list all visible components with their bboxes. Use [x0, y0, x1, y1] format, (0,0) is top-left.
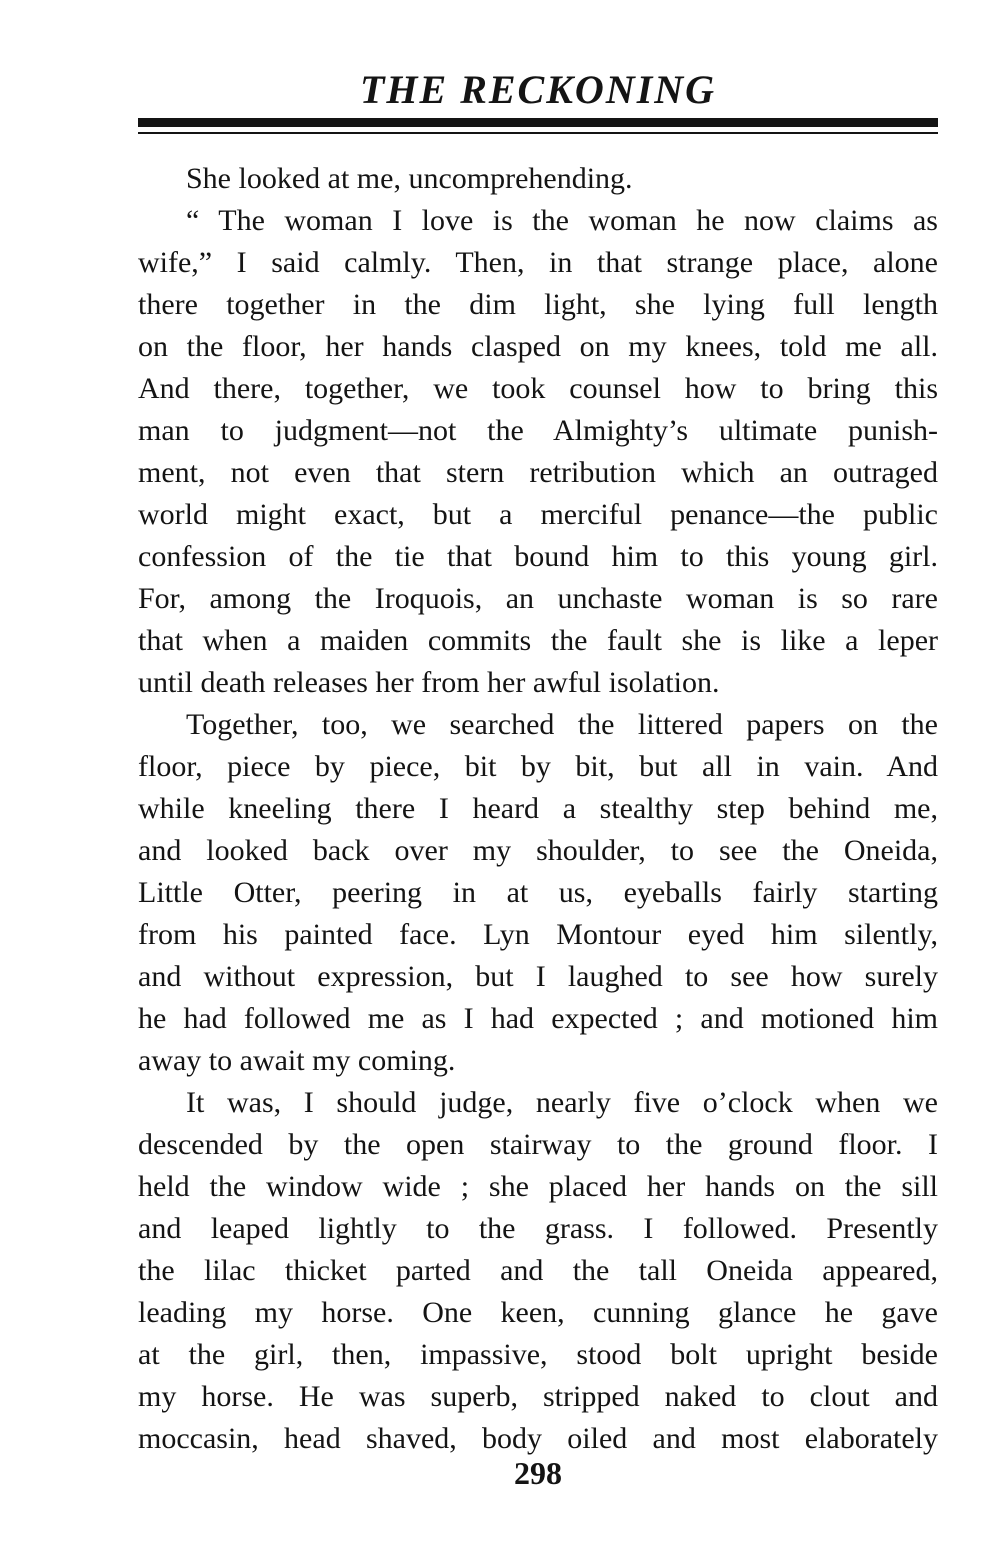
text-line: on the floor, her hands clasped on my knees, told me all.: [138, 330, 938, 363]
text-line: and without expression, but I laughed to see how surely: [138, 960, 938, 993]
text-line: man to judgment—not the Almighty’s ultimate punish-: [138, 414, 938, 447]
text-line: She looked at me, uncomprehending.: [186, 162, 633, 195]
text-line: moccasin, head shaved, body oiled and most elaborately: [138, 1422, 938, 1455]
text-line: For, among the Iroquois, an unchaste woman is so rare: [138, 582, 938, 615]
header-rule-thick: [138, 118, 938, 127]
text-line: from his painted face. Lyn Montour eyed him silently,: [138, 918, 938, 951]
text-line: leading my horse. One keen, cunning glance he gave: [138, 1296, 938, 1329]
text-line: ment, not even that stern retribution which an outraged: [138, 456, 938, 489]
body-text: [138, 158, 938, 1460]
text-line: my horse. He was superb, stripped naked to clout and: [138, 1380, 938, 1413]
text-line: “ The woman I love is the woman he now claims as: [186, 204, 938, 237]
text-line: held the window wide ; she placed her hands on the sill: [138, 1170, 938, 1203]
paragraph-3: [138, 704, 938, 1082]
text-line: and leaped lightly to the grass. I followed. Presently: [138, 1212, 938, 1245]
running-head: THE RECKONING: [359, 67, 717, 112]
text-line: that when a maiden commits the fault she is like a leper: [138, 624, 938, 657]
text-line: Little Otter, peering in at us, eyeballs fairly starting: [138, 876, 938, 909]
text-line: floor, piece by piece, bit by bit, but all in vain. And: [138, 750, 938, 783]
paragraph-4: [138, 1082, 938, 1460]
text-line: away to await my coming.: [138, 1044, 456, 1077]
text-line: It was, I should judge, nearly five o’clock when we: [186, 1086, 938, 1119]
page-number: 298: [514, 1455, 562, 1491]
text-line: And there, together, we took counsel how to bring this: [138, 372, 938, 405]
text-line: the lilac thicket parted and the tall Oneida appeared,: [138, 1254, 938, 1287]
text-line: and looked back over my shoulder, to see the Oneida,: [138, 834, 938, 867]
text-line: while kneeling there I heard a stealthy step behind me,: [138, 792, 938, 825]
text-line: there together in the dim light, she lying full length: [138, 288, 938, 321]
text-line: world might exact, but a merciful penance—the public: [138, 498, 938, 531]
text-line: wife,” I said calmly. Then, in that strange place, alone: [138, 246, 938, 279]
text-line: at the girl, then, impassive, stood bolt upright beside: [138, 1338, 938, 1371]
text-line: Together, too, we searched the littered papers on the: [186, 708, 938, 741]
text-line: until death releases her from her awful isolation.: [138, 666, 720, 699]
header-rule-thin: [138, 132, 938, 134]
text-line: confession of the tie that bound him to this young girl.: [138, 540, 938, 573]
paragraph-2: [138, 200, 938, 704]
text-line: descended by the open stairway to the ground floor. I: [138, 1128, 938, 1161]
paragraph-1: [138, 158, 938, 200]
text-line: he had followed me as I had expected ; and motioned him: [138, 1002, 938, 1035]
